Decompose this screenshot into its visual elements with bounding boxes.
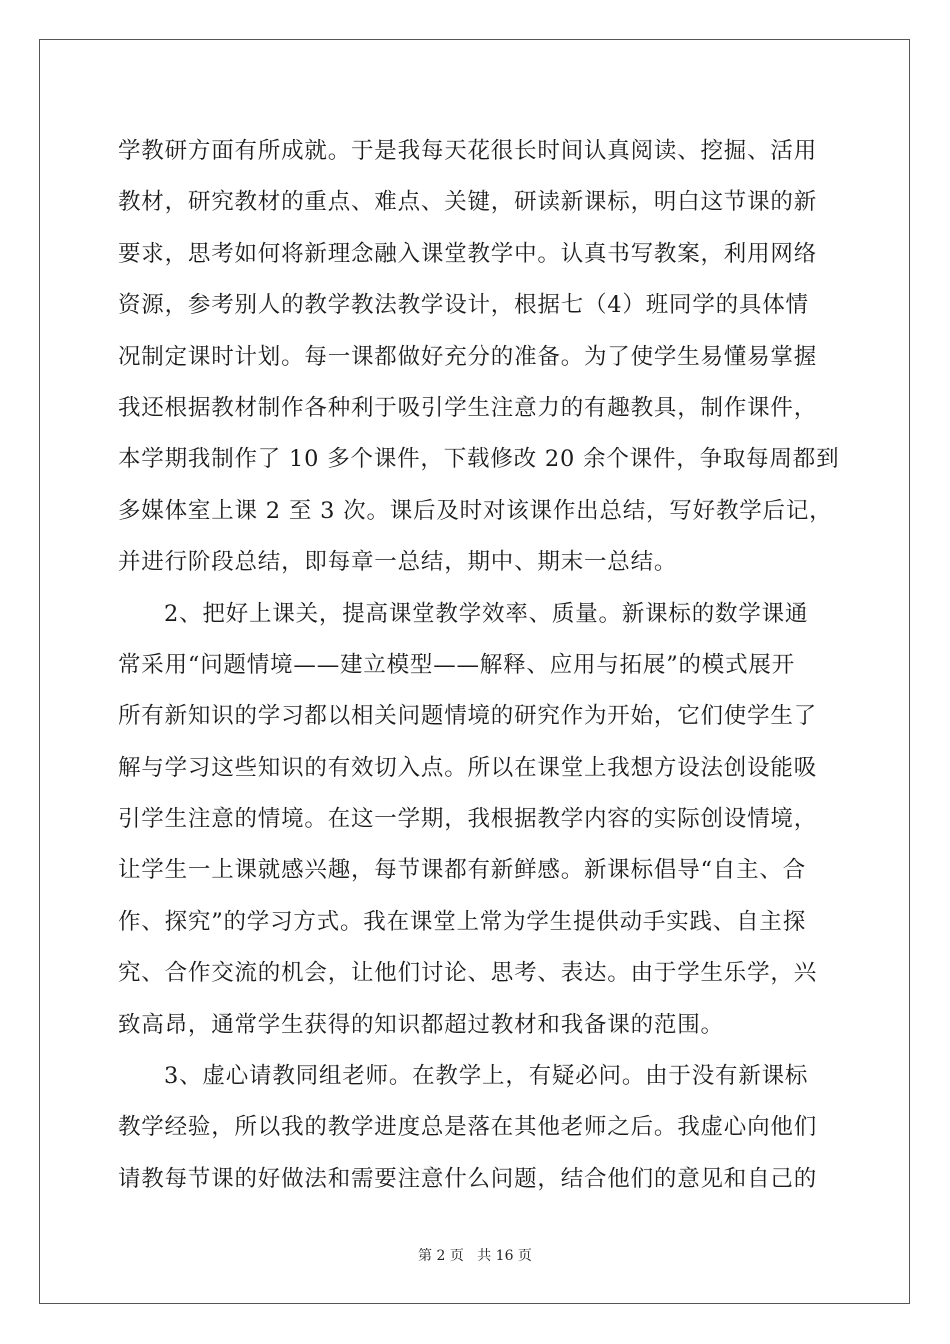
- paragraph-start-line: 2、把好上课关，提高课堂教学效率、质量。新课标的数学课通: [164, 600, 809, 627]
- text-line: 请教每节课的好做法和需要注意什么问题，结合他们的意见和自己的: [118, 1165, 818, 1192]
- text-line: 让学生一上课就感兴趣，每节课都有新鲜感。新课标倡导“自主、合: [118, 857, 807, 884]
- paragraph-start-line: 3、虚心请教同组老师。在教学上，有疑必问。由于没有新课标: [164, 1063, 809, 1090]
- text-line: 教材，研究教材的重点、难点、关键，研读新课标，明白这节课的新: [118, 189, 818, 216]
- text-line: 并进行阶段总结，即每章一总结，期中、期末一总结。: [118, 549, 678, 576]
- text-line: 引学生注意的情境。在这一学期，我根据教学内容的实际创设情境，: [118, 806, 818, 833]
- text-line: 常采用“问题情境——建立模型——解释、应用与拓展”的模式展开: [118, 651, 796, 678]
- text-line: 所有新知识的学习都以相关问题情境的研究作为开始，它们使学生了: [118, 703, 818, 730]
- text-line: 我还根据教材制作各种利于吸引学生注意力的有趣教具，制作课件，: [118, 394, 818, 421]
- text-line: 本学期我制作了 10 多个课件，下载修改 20 余个课件，争取每周都到: [118, 446, 840, 473]
- document-body: [118, 126, 838, 1205]
- page-number: 第 2 页: [418, 1248, 464, 1264]
- text-line: 作、探究”的学习方式。我在课堂上常为学生提供动手实践、自主探: [118, 908, 807, 935]
- text-line: 究、合作交流的机会，让他们讨论、思考、表达。由于学生乐学，兴: [118, 960, 818, 987]
- text-line: 解与学习这些知识的有效切入点。所以在课堂上我想方设法创设能吸: [118, 754, 818, 781]
- page-total: 共 16 页: [477, 1248, 532, 1264]
- text-line: 教学经验，所以我的教学进度总是落在其他老师之后。我虚心向他们: [118, 1114, 818, 1141]
- text-line: 多媒体室上课 2 至 3 次。课后及时对该课作出总结，写好教学后记，: [118, 497, 833, 524]
- text-line: 要求，思考如何将新理念融入课堂教学中。认真书写教案，利用网络: [118, 240, 818, 267]
- page-footer: [0, 1247, 950, 1265]
- text-line: 况制定课时计划。每一课都做好充分的准备。为了使学生易懂易掌握: [118, 343, 818, 370]
- text-line: 致高昂，通常学生获得的知识都超过教材和我备课的范围。: [118, 1011, 724, 1038]
- text-line: 学教研方面有所成就。于是我每天花很长时间认真阅读、挖掘、活用: [118, 138, 818, 164]
- text-line: 资源，参考别人的教学教法教学设计，根据七（4）班同学的具体情: [118, 292, 809, 319]
